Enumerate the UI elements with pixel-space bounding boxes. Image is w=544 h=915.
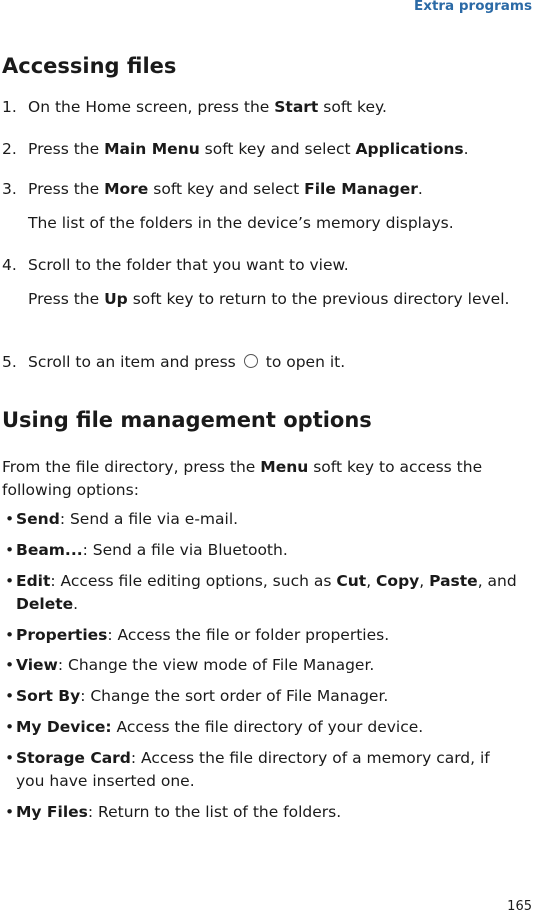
option-description: : Change the sort order of File Manager. bbox=[80, 687, 389, 705]
list-item bbox=[2, 685, 522, 708]
step-text: Press the bbox=[28, 140, 105, 158]
step-text: soft key and select bbox=[148, 180, 305, 198]
option-name: Sort By bbox=[16, 687, 81, 705]
intro-text: From the file directory, press the bbox=[2, 458, 261, 476]
option-description: : Send a file via Bluetooth. bbox=[82, 541, 288, 559]
option-name: View bbox=[16, 656, 58, 674]
list-item bbox=[2, 654, 522, 677]
bullet-icon: • bbox=[5, 626, 15, 644]
bullet-icon: • bbox=[5, 510, 15, 528]
menu-item-name: File Manager bbox=[304, 180, 418, 198]
bullet-icon: • bbox=[5, 687, 15, 705]
intro-text: soft key to access the following options: bbox=[2, 458, 483, 499]
step-5 bbox=[2, 350, 345, 374]
option-name: Send bbox=[16, 510, 60, 528]
option-description: : Access file editing options, such as bbox=[50, 572, 337, 590]
option-description: : Return to the list of the folders. bbox=[87, 803, 342, 821]
step-text: On the Home screen, press the bbox=[28, 98, 275, 116]
step-4 bbox=[2, 253, 349, 277]
step-number: 1. bbox=[2, 98, 17, 116]
step-number: 4. bbox=[2, 256, 17, 274]
option-description: Access the file directory of your device. bbox=[111, 718, 424, 736]
list-item bbox=[2, 747, 522, 793]
section-title-file-management-options: Using file management options bbox=[2, 408, 372, 432]
step-number: 2. bbox=[2, 140, 17, 158]
step-number: 3. bbox=[2, 180, 17, 198]
bullet-icon: • bbox=[5, 541, 15, 559]
step-text: . bbox=[463, 140, 469, 158]
option-name: Copy bbox=[376, 572, 420, 590]
key-name: More bbox=[104, 180, 149, 198]
option-name: Beam... bbox=[16, 541, 83, 559]
separator: , bbox=[366, 572, 377, 590]
key-name: Up bbox=[104, 290, 128, 308]
step-text: soft key and select bbox=[199, 140, 356, 158]
bullet-icon: • bbox=[5, 749, 15, 767]
list-item bbox=[2, 539, 522, 562]
key-name: Start bbox=[274, 98, 319, 116]
step-text: Scroll to an item and press bbox=[28, 353, 236, 371]
option-name: My Files bbox=[16, 803, 88, 821]
option-description: : Access the file or folder properties. bbox=[107, 626, 390, 644]
bullet-icon: • bbox=[5, 803, 15, 821]
option-name: Edit bbox=[16, 572, 51, 590]
option-description: : Send a file via e-mail. bbox=[59, 510, 239, 528]
list-item bbox=[2, 801, 522, 824]
list-item bbox=[2, 508, 522, 531]
option-name: My Device: bbox=[16, 718, 112, 736]
list-item bbox=[2, 570, 522, 616]
step-text: Scroll to the folder that you want to view. bbox=[28, 256, 349, 274]
step-text: to open it. bbox=[265, 353, 346, 371]
note-text: soft key to return to the previous directory level. bbox=[127, 290, 510, 308]
step-3 bbox=[2, 177, 423, 201]
step-text: soft key. bbox=[318, 98, 387, 116]
page-number: 165 bbox=[507, 899, 532, 914]
separator: . bbox=[73, 595, 79, 613]
section-title-accessing-files: Accessing files bbox=[2, 54, 177, 78]
step-2 bbox=[2, 137, 469, 161]
intro-paragraph bbox=[2, 456, 532, 502]
separator: , bbox=[419, 572, 430, 590]
option-name: Storage Card bbox=[16, 749, 131, 767]
list-item bbox=[2, 716, 522, 739]
option-description: : Access the file directory of a memory card, if you have inserted one. bbox=[16, 749, 490, 790]
key-name: Menu bbox=[260, 458, 309, 476]
confirm-key-icon bbox=[244, 354, 258, 368]
bullet-icon: • bbox=[5, 656, 15, 674]
step-4-note bbox=[28, 288, 528, 311]
step-3-note: The list of the folders in the device’s memory displays. bbox=[28, 214, 454, 232]
option-name: Paste bbox=[429, 572, 478, 590]
note-text: Press the bbox=[28, 290, 105, 308]
menu-item-name: Applications bbox=[355, 140, 464, 158]
list-item bbox=[2, 624, 522, 647]
step-1 bbox=[2, 95, 387, 119]
step-number: 5. bbox=[2, 353, 17, 371]
step-text: Press the bbox=[28, 180, 105, 198]
option-name: Cut bbox=[336, 572, 367, 590]
separator: , and bbox=[477, 572, 517, 590]
bullet-icon: • bbox=[5, 572, 15, 590]
option-name: Properties bbox=[16, 626, 108, 644]
running-header: Extra programs bbox=[414, 0, 532, 14]
bullet-icon: • bbox=[5, 718, 15, 736]
option-name: Delete bbox=[16, 595, 74, 613]
option-description: : Change the view mode of File Manager. bbox=[57, 656, 375, 674]
key-name: Main Menu bbox=[104, 140, 200, 158]
step-text: . bbox=[417, 180, 423, 198]
